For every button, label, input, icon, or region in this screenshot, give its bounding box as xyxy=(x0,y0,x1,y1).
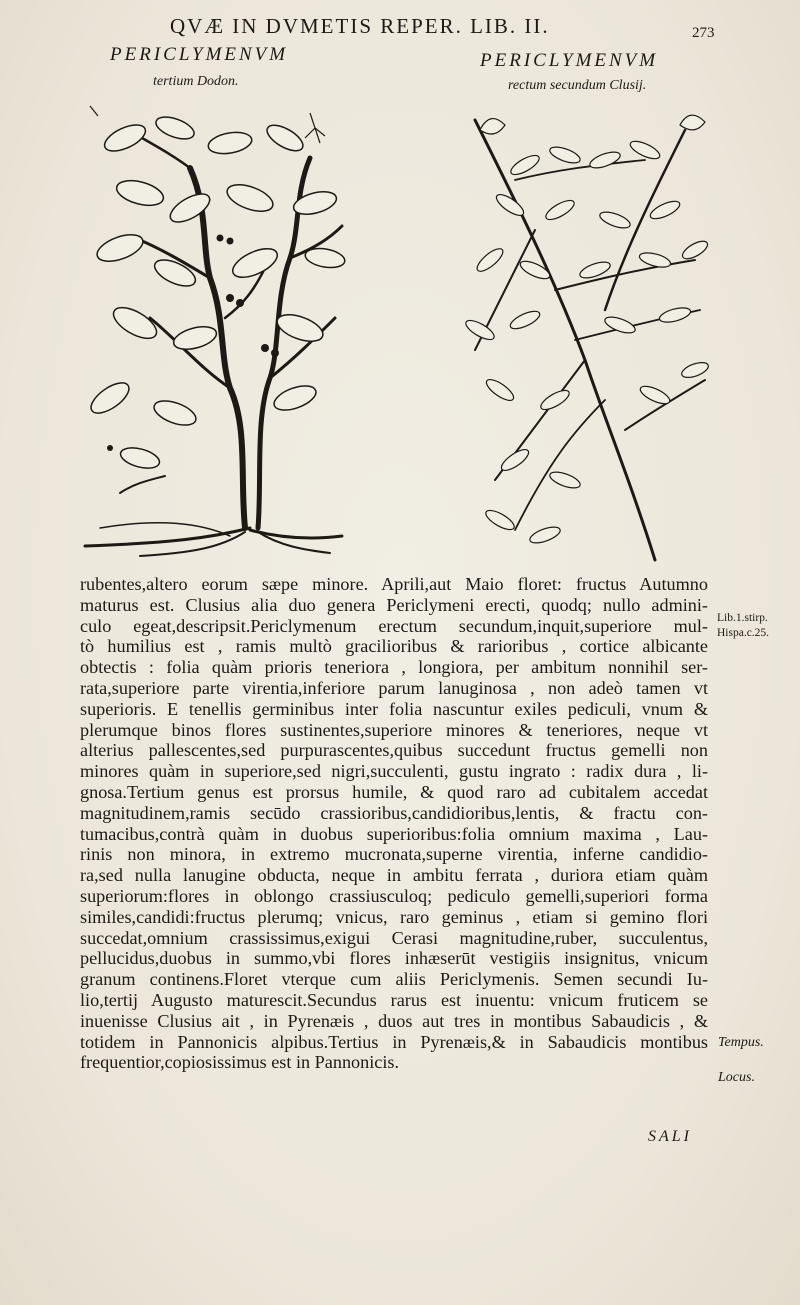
body-text xyxy=(80,574,708,1073)
body-line: minores quàm in superiore,sed nigri,succulenti, gustu ingrato : radix dura , li- xyxy=(80,761,708,782)
body-line: succedat,omnium crassissimus,exigui Cerasi magnitudine,ruber, succulentus, xyxy=(80,927,708,948)
body-line: magnitudinem,ramis secūdo crassioribus,candidioribus,lentis, & fractu con- xyxy=(80,802,708,823)
figure-2-subtitle: rectum secundum Clusij. xyxy=(508,78,647,93)
figure-2-title: PERICLYMENVM xyxy=(480,50,659,71)
woodcut-periclymenum-rectum xyxy=(455,110,715,568)
margin-reference-line2: Hispa.c.25. xyxy=(717,627,770,639)
body-line: similes,candidi:fructus plerumq; vnicus, raro geminus , etiam si gemino flori xyxy=(80,906,708,927)
body-line: tò humilius est , ramis multò gracilioribus & rarioribus , cortice albicante xyxy=(80,636,708,657)
body-line: culo egeat,descripsit.Periclymenum erectum secundum,inquit,superiore mul- xyxy=(80,615,708,636)
body-line: plerumque binos flores sustinentes,superiore minores & teneriores, neque vt xyxy=(80,719,708,740)
body-line: rubentes,altero eorum sæpe minore. Aprili,aut Maio floret: fructus Autumno xyxy=(80,574,708,594)
body-line: alterius pallescentes,sed purpurascentes,quibus succedunt fructus gemelli non xyxy=(80,740,708,761)
body-line: superioris. E tenellis germinibus inter folia nascuntur exiles pediculi, vnum & xyxy=(80,698,708,719)
body-line: lio,tertij Augusto maturescit.Secundus rarus est inuentu: vnicum fruticem se xyxy=(80,989,708,1010)
running-head: QVÆ IN DVMETIS REPER. LIB. II. xyxy=(170,14,550,38)
figure-1-title: PERICLYMENVM xyxy=(110,44,289,65)
body-line: granum continens.Floret vterque cum aliis Periclymenis. Semen secundi Iu- xyxy=(80,969,708,990)
margin-tempus: Tempus. xyxy=(718,1035,764,1050)
woodcut-periclymenum-tertium xyxy=(80,98,350,560)
page-number: 273 xyxy=(692,25,715,41)
body-line: rinis non minora, in extremo mucronata,superne virentia, inferne candidio- xyxy=(80,844,708,865)
margin-locus: Locus. xyxy=(718,1070,755,1085)
body-line: inuenisse Clusius ait , in Pyrenæis , duos aut tres in montibus Sabaudicis , & xyxy=(80,1010,708,1031)
body-line: frequentior,copiosissimus est in Pannonicis. xyxy=(80,1052,400,1073)
body-line: rata,superiore parte virentia,inferiore parum lanuginosa , non adeò tamen vt xyxy=(80,677,708,698)
body-line: superiorum:flores in oblongo crassiusculoq; pediculo gemelli,superiori forma xyxy=(80,885,708,906)
figure-1-subtitle: tertium Dodon. xyxy=(153,74,239,89)
body-line: maturus est. Clusius alia duo genera Periclymeni erecti, quodq; nullo admini- xyxy=(80,594,708,615)
body-line: pellucidus,duobus in summo,vbi flores inhæserūt vestigiis insignitus, vnicum xyxy=(80,948,708,969)
catchword: SALI xyxy=(648,1128,692,1145)
body-line: ra,sed nulla lanugine obducta, neque in ambitu ferrata , duriora etiam quàm xyxy=(80,865,708,886)
body-line: tumacibus,contrà quàm in duobus superioribus:folia omnium maxima , Lau- xyxy=(80,823,708,844)
body-line: obtectis : folia quàm prioris teneriora , longiora, per ambitum nonnihil ser- xyxy=(80,657,708,678)
body-line: totidem in Pannonicis alpibus.Tertius in Pyrenæis,& in Sabaudicis montibus xyxy=(80,1031,708,1052)
body-line: gnosa.Tertium genus est prorsus humile, & quod raro ad cubitalem accedat xyxy=(80,781,708,802)
margin-reference-line1: Lib.1.stirp. xyxy=(717,612,768,624)
